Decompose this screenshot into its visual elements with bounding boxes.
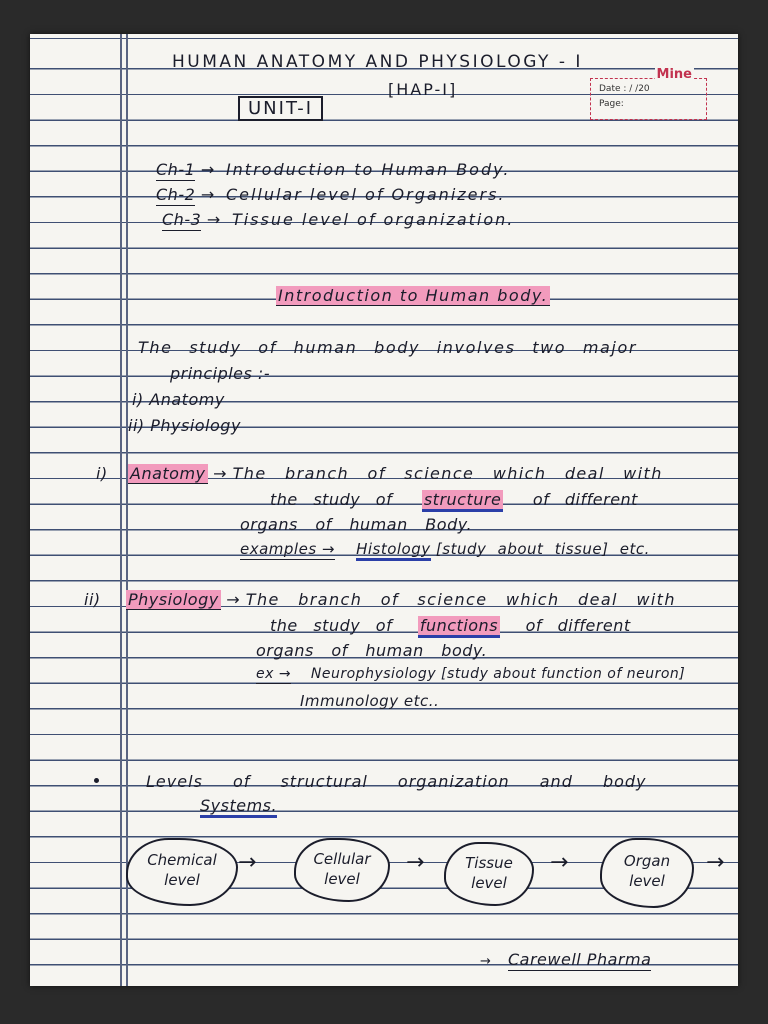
section-heading-text: Introduction to Human body. (278, 286, 549, 305)
physiology-term: Physiology (128, 590, 219, 609)
definition-number: ii) (84, 590, 101, 609)
example-term: Histology (356, 540, 431, 561)
definition-text: of different (532, 490, 638, 509)
definition-arrow: → (226, 590, 241, 609)
intro-line: The study of human body involves two major (138, 338, 638, 357)
keyword-structure: structure (422, 490, 503, 512)
example-text: Neurophysiology [study about function of neuron] (310, 666, 686, 682)
footer-arrow: → (480, 954, 492, 969)
level-tissue (444, 842, 534, 906)
level-organ (600, 838, 694, 908)
date-label: Date : (599, 84, 627, 94)
example-text: [study about tissue] etc. (435, 540, 650, 558)
level-chemical (126, 838, 238, 906)
level-cellular (294, 838, 390, 902)
definition-text: organs of human Body. (240, 515, 473, 534)
anatomy-term: Anatomy (130, 464, 206, 483)
chapter-title: Tissue level of organization. (231, 210, 515, 229)
example-label: examples → (240, 540, 335, 558)
flow-arrow: → (406, 850, 425, 875)
definition-number: i) (96, 464, 108, 483)
definition-text: of different (525, 616, 631, 635)
definition-text: The branch of science which deal with (232, 464, 663, 483)
flow-arrow: → (550, 850, 569, 875)
page-title: HUMAN ANATOMY AND PHYSIOLOGY - I (172, 52, 583, 72)
intro-item: i) Anatomy (132, 390, 225, 409)
intro-item: ii) Physiology (128, 416, 241, 435)
definition-row (270, 490, 638, 509)
section-heading (276, 286, 550, 305)
chapter-arrow: → (206, 210, 221, 229)
chapter-number: Ch-1 (156, 160, 196, 179)
levels-heading-cont: Systems. (200, 796, 277, 818)
bullet (94, 778, 99, 783)
intro-line: principles :- (170, 364, 271, 383)
definition-arrow: → (213, 464, 228, 483)
margin-line (126, 34, 128, 986)
definition-text: the study of (270, 616, 393, 635)
chapter-title: Cellular level of Organizers. (225, 185, 506, 204)
example-row (240, 540, 650, 558)
page-label: Page: (599, 99, 624, 109)
level-label: level (164, 871, 200, 889)
unit-label: UNIT-I (238, 96, 323, 121)
footer-brand: Carewell Pharma (508, 950, 652, 969)
chapter-title: Introduction to Human Body. (225, 160, 511, 179)
level-label: level (629, 872, 665, 890)
chapter-arrow: → (200, 185, 215, 204)
definition-text: The branch of science which deal with (245, 590, 676, 609)
example-label: ex → (256, 666, 292, 682)
definition-row (270, 616, 631, 635)
levels-heading: Levels of structural organization and body (146, 772, 647, 791)
example-row (256, 666, 685, 682)
date-box (590, 67, 707, 120)
level-label: Chemical (147, 851, 217, 869)
chapter-number: Ch-2 (156, 185, 196, 204)
keyword-functions: functions (418, 616, 500, 638)
definition-row (128, 464, 663, 483)
notebook-page (30, 34, 738, 986)
level-label: Tissue (465, 854, 513, 872)
chapter-number: Ch-3 (162, 210, 202, 229)
margin-line (120, 34, 122, 986)
chapter-row (162, 210, 514, 229)
definition-row (126, 590, 676, 609)
course-code: [HAP-I] (388, 80, 458, 99)
flow-arrow: → (238, 850, 257, 875)
definition-text: organs of human body. (256, 641, 488, 660)
level-label: level (324, 870, 360, 888)
brand-logo: Mine (656, 67, 692, 82)
definition-text: the study of (270, 490, 393, 509)
chapter-row (156, 185, 506, 204)
date-value: / /20 (629, 84, 650, 94)
level-label: Cellular (313, 850, 371, 868)
example-text: Immunology etc.. (300, 692, 440, 710)
level-label: Organ (623, 852, 671, 870)
chapter-row (156, 160, 510, 179)
flow-arrow: → (706, 850, 725, 875)
chapter-arrow: → (200, 160, 215, 179)
level-label: level (471, 874, 507, 892)
